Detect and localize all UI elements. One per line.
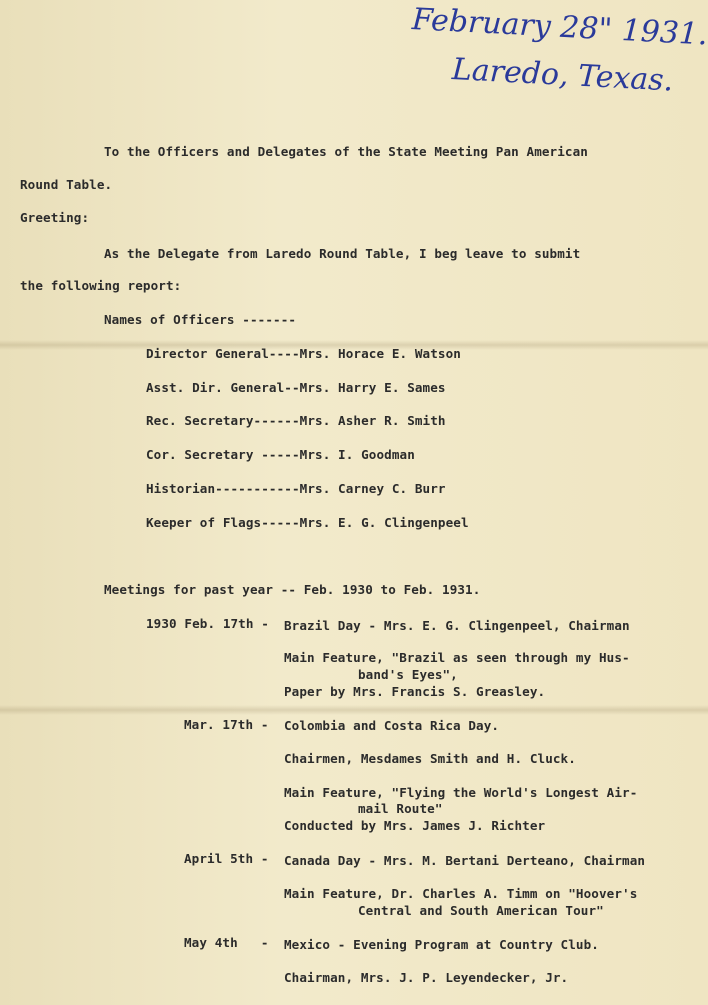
officer-line: Asst. Dir. General--Mrs. Harry E. Sames (146, 380, 446, 395)
meeting-date: May 4th - (184, 935, 269, 950)
meeting-detail: band's Eyes", (358, 667, 458, 682)
salutation-line-2: Round Table. (20, 177, 113, 192)
greeting: Greeting: (20, 210, 90, 225)
meeting-date: 1930 Feb. 17th - (146, 616, 269, 631)
meeting-detail: Chairmen, Mesdames Smith and H. Cluck. (284, 751, 576, 766)
handwritten-place: Laredo, Texas. (451, 52, 675, 99)
meeting-title: Mexico - Evening Program at Country Club. (284, 937, 599, 952)
officer-line: Historian-----------Mrs. Carney C. Burr (146, 481, 446, 496)
meeting-detail: Paper by Mrs. Francis S. Greasley. (284, 684, 546, 699)
officer-line: Cor. Secretary -----Mrs. I. Goodman (146, 447, 415, 462)
meeting-date: Mar. 17th - (184, 717, 269, 732)
intro-line-2: the following report: (20, 278, 182, 293)
officer-line: Rec. Secretary------Mrs. Asher R. Smith (146, 413, 446, 428)
handwritten-date: February 28" 1931. (411, 2, 708, 53)
meeting-date: April 5th - (184, 851, 269, 866)
meeting-title: Colombia and Costa Rica Day. (284, 718, 500, 733)
intro-line-1: As the Delegate from Laredo Round Table, I beg leave to submit (104, 246, 581, 261)
meetings-heading: Meetings for past year -- Feb. 1930 to Feb. 1931. (104, 582, 481, 597)
officers-heading: Names of Officers ------- (104, 312, 297, 327)
meeting-detail: Main Feature, "Flying the World's Longest Air- (284, 785, 638, 800)
officer-line: Keeper of Flags-----Mrs. E. G. Clingenpeel (146, 515, 469, 530)
meeting-title: Canada Day - Mrs. M. Bertani Derteano, Chairman (284, 853, 646, 868)
meeting-detail: Conducted by Mrs. James J. Richter (284, 818, 546, 833)
meeting-detail: Central and South American Tour" (358, 903, 604, 918)
meeting-title: Brazil Day - Mrs. E. G. Clingenpeel, Chairman (284, 618, 630, 633)
meeting-detail: mail Route" (358, 801, 443, 816)
meeting-detail: Main Feature, "Brazil as seen through my Hus- (284, 650, 630, 665)
officer-line: Director General----Mrs. Horace E. Watson (146, 346, 461, 361)
salutation-line-1: To the Officers and Delegates of the State Meeting Pan American (104, 144, 588, 159)
meeting-detail: Chairman, Mrs. J. P. Leyendecker, Jr. (284, 970, 569, 985)
meeting-detail: Main Feature, Dr. Charles A. Timm on "Hoover's (284, 886, 638, 901)
